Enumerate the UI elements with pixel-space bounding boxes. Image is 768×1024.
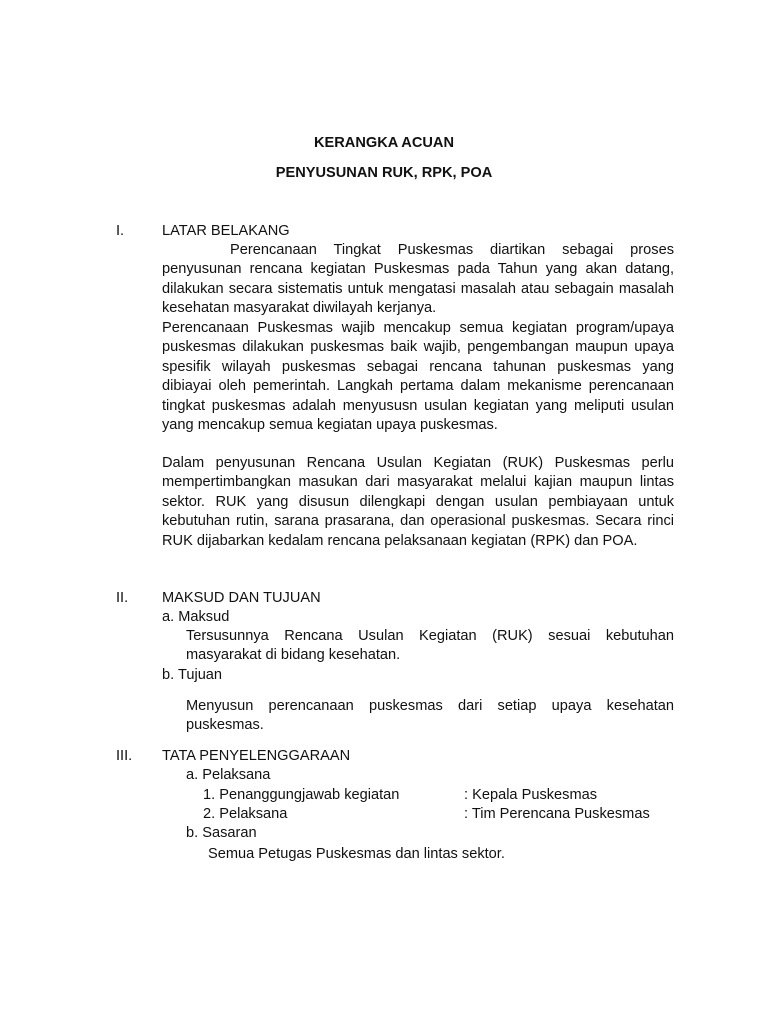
section-3-number: III. [116, 748, 133, 764]
section-3-item-b-text: Semua Petugas Puskesmas dan lintas sektor. [208, 846, 505, 862]
section-3-item-b-label: b. Sasaran [186, 825, 257, 841]
pelaksana-row-label: 2. Pelaksana [203, 806, 288, 822]
section-2-item-a-text: Tersusunnya Rencana Usulan Kegiatan (RUK) sesuai kebutuhan masyarakat di bidang kesehatan. [186, 628, 674, 664]
section-1-heading: LATAR BELAKANG [162, 223, 290, 239]
document-subtitle: PENYUSUNAN RUK, RPK, POA [275, 165, 493, 181]
pelaksana-row-value: : Kepala Puskesmas [464, 787, 598, 803]
section-3-item-a-label: a. Pelaksana [186, 767, 271, 783]
section-1-paragraph-2: Perencanaan Puskesmas wajib mencakup semua kegiatan program/upaya puskesmas dilakukan puskesmas baik wajib, pengembangan maupun upaya spesifik wilayah puskesmas sebagai rencana tahunan puskesmas yang dibiayai oleh pemerintah. Langkah pertama dalam mekanisme perencanaan tingkat puskesmas adalah menyususn usulan kegiatan yang meliputi usulan yang mencakup semua kegiatan upaya puskesmas. [162, 320, 674, 434]
section-2-number: II. [116, 590, 129, 606]
section-2-item-a-label: a. Maksud [162, 609, 230, 625]
section-1-number: I. [116, 223, 125, 239]
section-1-paragraph-3: Dalam penyusunan Rencana Usulan Kegiatan (RUK) Puskesmas perlu mempertimbangkan masukan dari masyarakat melalui kajian maupun lintas sektor. RUK yang disusun dilengkapi dengan usulan pembiayaan untuk kebutuhan rutin, sarana prasarana, dan operasional puskesmas. Secara rinci RUK dijabarkan kedalam rencana pelaksanaan kegiatan (RPK) dan POA. [162, 455, 674, 549]
section-2-item-b-text: Menyusun perencanaan puskesmas dari setiap upaya kesehatan puskesmas. [186, 698, 674, 734]
section-2-heading: MAKSUD DAN TUJUAN [162, 590, 321, 606]
document-title: KERANGKA ACUAN [314, 135, 454, 151]
section-3-heading: TATA PENYELENGGARAAN [162, 748, 351, 764]
pelaksana-row-label: 1. Penanggungjawab kegiatan [203, 787, 400, 803]
section-2-item-b-label: b. Tujuan [162, 667, 223, 683]
pelaksana-row-value: : Tim Perencana Puskesmas [464, 806, 650, 822]
section-1-paragraph-1: Perencanaan Tingkat Puskesmas diartikan sebagai proses penyusunan rencana kegiatan Puskesmas pada Tahun yang akan datang, dilakukan secara sistematis untuk mengatasi masalah atau sebagain masalah kesehatan masyarakat diwilayah kerjanya. [162, 242, 674, 317]
